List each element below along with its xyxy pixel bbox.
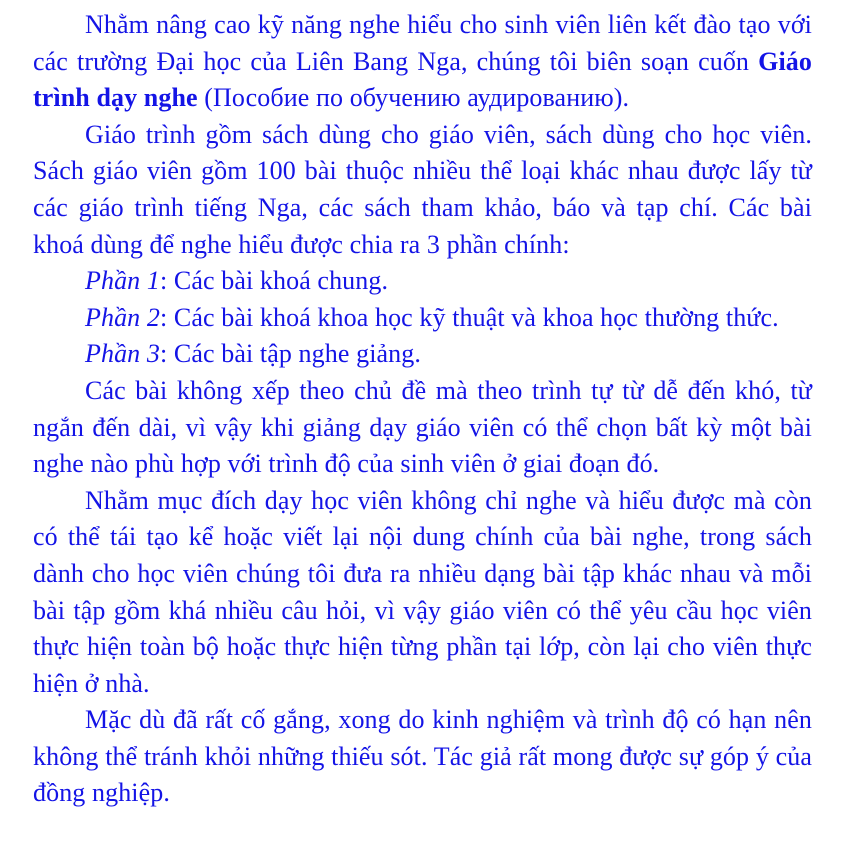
text-run-italic: Phần 2 (85, 302, 160, 332)
paragraph (33, 263, 812, 300)
text-run-normal: Nhằm mục đích dạy học viên không chỉ nghe và hiểu được mà còn có thể tái tạo kể hoặc viết lại nội dung chính của bài nghe, trong sách dành cho học viên chúng tôi đưa ra nhiều dạng bài tập khác nhau và mỗi bài tập gồm khá nhiều câu hỏi, vì vậy giáo viên có thể yêu cầu học viên thực hiện toàn bộ hoặc thực hiện từng phần tại lớp, còn lại cho viên thực hiện ở nhà. (33, 485, 812, 698)
paragraph (33, 702, 812, 812)
paragraph (33, 373, 812, 483)
text-run-normal: Nhằm nâng cao kỹ năng nghe hiểu cho sinh viên liên kết đào tạo với các trường Đại học của Liên Bang Nga, chúng tôi biên soạn cuốn (33, 10, 812, 76)
text-run-normal: (Пособие по обучению аудированию). (197, 83, 630, 113)
paragraph (33, 483, 812, 703)
paragraph (33, 336, 812, 373)
text-run-bold: Giáo trình dạy nghe (33, 46, 812, 113)
text-run-normal: Mặc dù đã rất cố gắng, xong do kinh nghiệm và trình độ có hạn nên không thể tránh khỏi những thiếu sót. Tác giả rất mong được sự góp ý của đồng nghiệp. (33, 705, 812, 808)
paragraph (33, 300, 812, 337)
text-run-normal: Giáo trình gồm sách dùng cho giáo viên, sách dùng cho học viên. Sách giáo viên gồm 100 bài thuộc nhiều thể loại khác nhau được lấy từ các giáo trình tiếng Nga, các sách tham khảo, báo và tạp chí. Các bài khoá dùng để nghe hiểu được chia ra 3 phần chính: (33, 119, 812, 259)
paragraph (33, 117, 812, 263)
text-run-italic: Phần 3 (85, 339, 160, 369)
text-run-normal: : Các bài tập nghe giảng. (159, 339, 421, 369)
text-run-italic: Phần 1 (85, 266, 160, 296)
text-run-normal: Các bài không xếp theo chủ đề mà theo trình tự từ dễ đến khó, từ ngắn đến dài, vì vậy khi giảng dạy giáo viên có thể chọn bất kỳ một bài nghe nào phù hợp với trình độ của sinh viên ở giai đoạn đó. (33, 375, 812, 479)
preface-paragraphs (33, 7, 812, 812)
paragraph (33, 7, 812, 117)
text-run-normal: : Các bài khoá khoa học kỹ thuật và khoa học thường thức. (159, 302, 779, 332)
text-run-normal: : Các bài khoá chung. (159, 266, 389, 296)
